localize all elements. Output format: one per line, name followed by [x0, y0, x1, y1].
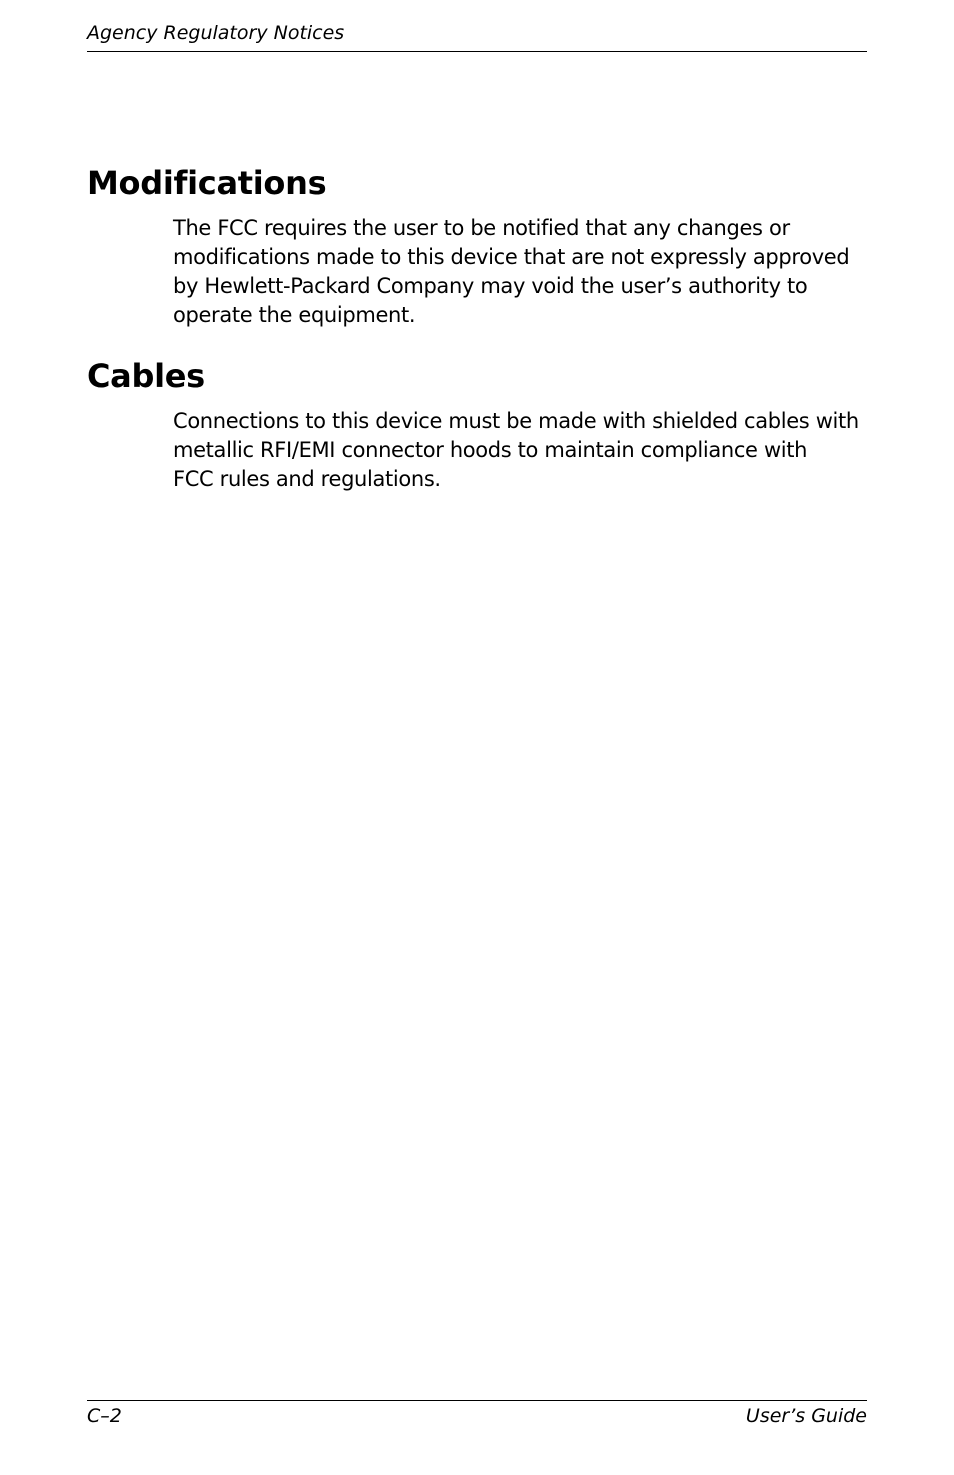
section-heading-cables: Cables	[87, 357, 205, 395]
running-footer	[87, 1400, 867, 1433]
body-line: operate the equipment.	[173, 303, 416, 327]
running-header	[87, 20, 867, 52]
header-title: Agency Regulatory Notices	[87, 22, 345, 44]
section-heading-modifications: Modifications	[87, 164, 327, 202]
body-line: FCC rules and regulations.	[173, 467, 441, 491]
section-body-cables	[173, 407, 873, 494]
body-line: by Hewlett-Packard Company may void the user’s authority to	[173, 274, 808, 298]
body-line: The FCC requires the user to be notified that any changes or	[173, 216, 790, 240]
guide-title: User’s Guide	[745, 1405, 867, 1427]
body-line: Connections to this device must be made with shielded cables with	[173, 409, 859, 433]
body-line: modifications made to this device that are not expressly approved	[173, 245, 850, 269]
page-number: C–2	[87, 1405, 122, 1427]
section-body-modifications	[173, 214, 873, 330]
body-line: metallic RFI/EMI connector hoods to maintain compliance with	[173, 438, 808, 462]
